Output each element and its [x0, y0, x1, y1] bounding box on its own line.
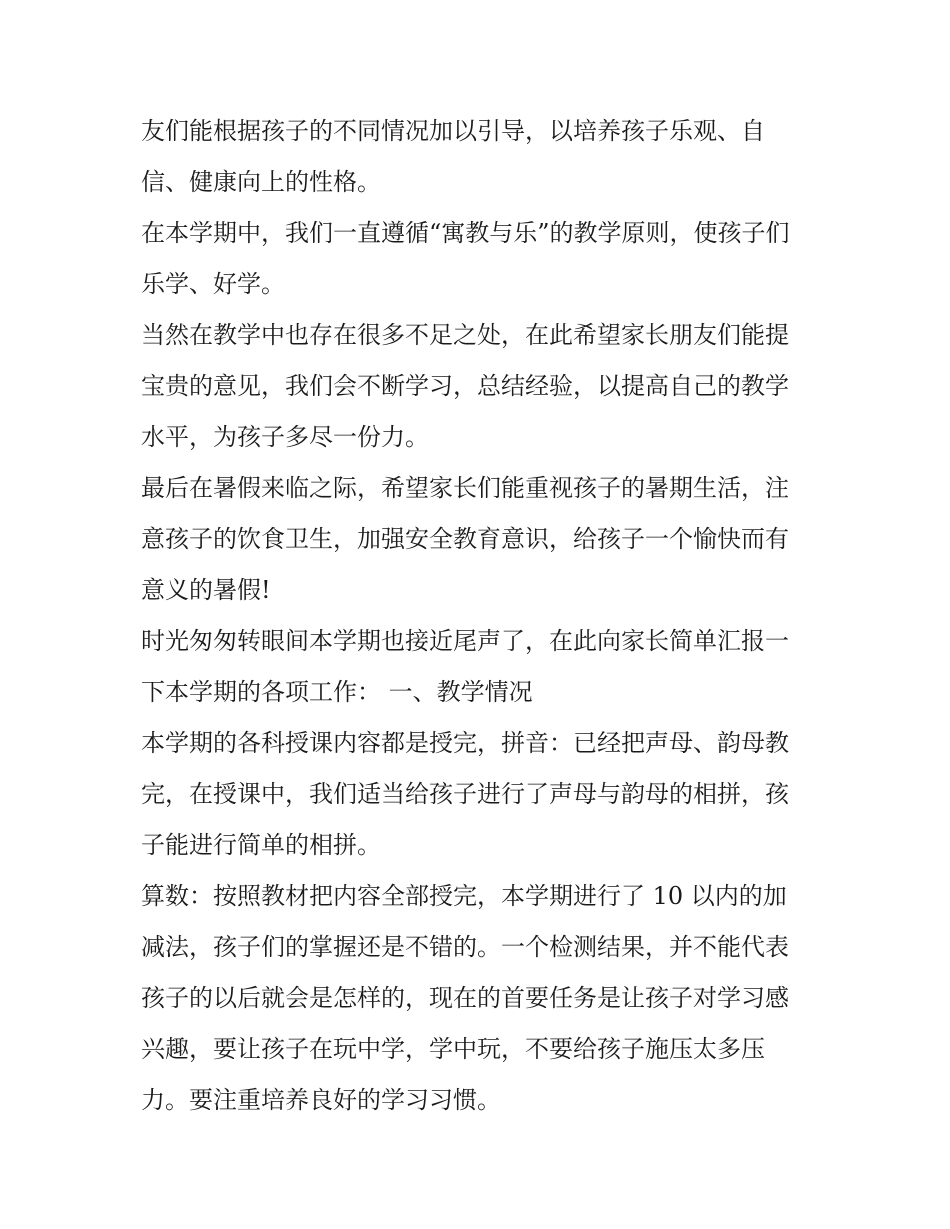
text-line: 信、健康向上的性格。 — [141, 168, 381, 196]
text-line: 最后在暑假来临之际，希望家长们能重视孩子的暑期生活，注 — [141, 474, 789, 502]
text-line: 乐学、好学。 — [141, 270, 285, 298]
text-line: 友们能根据孩子的不同情况加以引导，以培养孩子乐观、自 — [141, 117, 765, 145]
text-line: 当然在教学中也存在很多不足之处，在此希望家长朋友们能提 — [141, 321, 789, 349]
document-body — [141, 106, 821, 1126]
text-line: 减法，孩子们的掌握还是不错的。一个检测结果，并不能代表 — [141, 933, 789, 961]
text-line: 下本学期的各项工作： 一、教学情况 — [141, 678, 533, 706]
text-line: 孩子的以后就会是怎样的，现在的首要任务是让孩子对学习感 — [141, 984, 789, 1012]
text-line: 宝贵的意见，我们会不断学习，总结经验，以提高自己的教学 — [141, 372, 789, 400]
text-line: 时光匆匆转眼间本学期也接近尾声了，在此向家长简单汇报一 — [141, 627, 789, 655]
text-line: 水平，为孩子多尽一份力。 — [141, 423, 429, 451]
text-line: 力。要注重培养良好的学习习惯。 — [141, 1086, 501, 1114]
text-line: 完，在授课中，我们适当给孩子进行了声母与韵母的相拼，孩 — [141, 780, 789, 808]
text-line: 本学期的各科授课内容都是授完，拼音：已经把声母、韵母教 — [141, 729, 789, 757]
text-line: 在本学期中，我们一直遵循“寓教与乐”的教学原则，使孩子们 — [141, 219, 790, 247]
text-line: 意孩子的饮食卫生，加强安全教育意识，给孩子一个愉快而有 — [141, 525, 789, 553]
text-line: 兴趣，要让孩子在玩中学，学中玩，不要给孩子施压太多压 — [141, 1035, 765, 1063]
text-line: 算数：按照教材把内容全部授完，本学期进行了 10 以内的加 — [141, 882, 787, 910]
text-line: 子能进行简单的相拼。 — [141, 831, 381, 859]
text-line: 意义的暑假! — [141, 576, 271, 604]
